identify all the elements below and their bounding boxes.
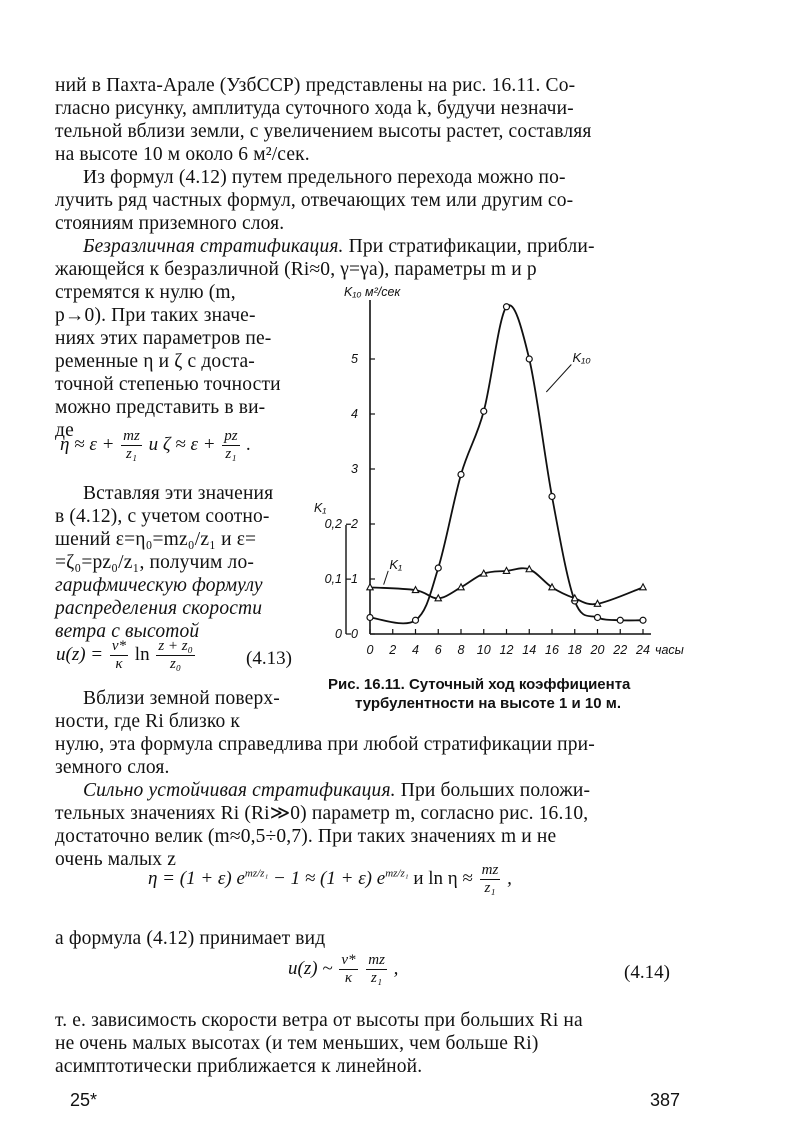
formula-4-14 — [288, 952, 398, 987]
fraction-denominator: κ — [344, 970, 353, 986]
fraction-denominator: z₁ — [225, 446, 237, 462]
x-tick-label: 20 — [590, 643, 605, 657]
formula-part: . — [246, 433, 252, 455]
text-line — [83, 780, 590, 802]
fraction-numerator: v* — [341, 952, 356, 968]
text-line: Вставляя эти значения — [83, 483, 274, 504]
formula-eta-zeta — [60, 428, 251, 463]
text-line: ниях этих параметров пе- — [55, 328, 272, 349]
formula-part: и ln η ≈ — [413, 867, 473, 889]
y-axis-label-k1: K₁ — [314, 501, 327, 516]
data-point-k1 — [640, 584, 646, 590]
data-point-k10 — [504, 304, 510, 310]
data-point-k10 — [595, 615, 601, 621]
equation-number: (4.13) — [246, 648, 292, 669]
section-heading-neutral: Безразличная стратификация. — [83, 236, 344, 257]
text-line: шений ε=η₀=mz₀/z₁ и ε= — [55, 529, 257, 550]
text-line: стояниям приземного слоя. — [55, 213, 285, 234]
figure-caption-line1: Рис. 16.11. Суточный ход коэффициента — [328, 676, 631, 693]
text-line: =ζ₀=pz₀/z₁, получим ло- — [55, 552, 254, 573]
data-point-k10 — [640, 617, 646, 623]
y-tick-label-k1: 0 — [335, 627, 342, 641]
text-line: т. е. зависимость скорости ветра от высоты при больших Ri на — [55, 1010, 583, 1031]
series-label-k10: K₁₀ — [572, 349, 591, 365]
y-tick-label-k1: 0,2 — [324, 517, 342, 532]
text-line: p→0). При таких значе- — [55, 305, 256, 326]
text-line: гласно рисунку, амплитуда суточного хода k, будучи незначи- — [55, 98, 574, 119]
x-tick-label: 14 — [522, 643, 537, 657]
formula-part: η ≈ ε + — [60, 433, 115, 455]
x-tick-label: 12 — [499, 643, 514, 657]
fraction — [222, 428, 239, 463]
formula-part: η = (1 + ε) e — [148, 867, 245, 889]
text-line: Вблизи земной поверх- — [83, 688, 280, 709]
equation-number: (4.14) — [624, 962, 670, 983]
x-tick-label: 10 — [476, 643, 491, 657]
y-tick-label-k10: 3 — [351, 462, 358, 476]
fraction-denominator: z₁ — [484, 880, 496, 896]
series-line-k10 — [370, 305, 643, 623]
x-tick-label: 16 — [545, 643, 559, 657]
exponent: mz/z₁ — [244, 867, 269, 880]
text-line: распределения скорости — [55, 598, 263, 619]
x-tick-label: 0 — [366, 643, 374, 657]
text-line: не очень малых высотах (и тем меньших, чем больше Ri) — [55, 1033, 539, 1054]
formula-part: u(z) ~ — [288, 957, 333, 979]
formula-eta-exp — [148, 862, 512, 897]
figure-caption-line2: турбулентности на высоте 1 и 10 м. — [355, 695, 622, 712]
y-tick-label-k10: 4 — [351, 407, 358, 421]
x-tick-label: 2 — [389, 643, 397, 657]
data-point-k10 — [367, 615, 373, 621]
series-label-k1: K₁ — [389, 557, 403, 573]
fraction — [339, 952, 357, 987]
x-tick-label: 4 — [412, 643, 419, 657]
data-point-k10 — [481, 408, 487, 414]
fraction-numerator: v* — [111, 638, 127, 654]
text-line: ветра с высотой — [55, 621, 200, 642]
formula-part: − 1 ≈ (1 + ε) e — [273, 867, 386, 889]
text-line: а формула (4.12) принимает вид — [55, 928, 326, 949]
fraction-denominator: z₀ — [170, 656, 182, 672]
fraction-numerator: mz — [368, 952, 385, 968]
data-point-k10 — [458, 472, 464, 478]
fraction-denominator: z₁ — [371, 970, 383, 986]
fraction-numerator: pz — [224, 428, 238, 444]
text-line: очень малых z — [55, 849, 177, 870]
text-line: тельной вблизи земли, с увеличением высоты растет, составляя — [55, 121, 592, 142]
y-tick-label-k1: 0,1 — [324, 572, 342, 587]
formula-part: и ζ ≈ ε + — [148, 433, 216, 455]
x-tick-label: 24 — [636, 643, 650, 657]
text-line: стремятся к нулю (m, — [55, 282, 236, 303]
fraction-numerator: z + z₀ — [158, 638, 193, 654]
formula-part: u(z) = — [56, 643, 104, 665]
data-point-k10 — [413, 617, 419, 623]
fraction — [480, 862, 501, 897]
turbulence-chart — [300, 270, 700, 670]
leader-line-k10 — [546, 365, 571, 393]
text-line: точной степенью точности — [55, 374, 281, 395]
formula-4-13 — [56, 638, 197, 673]
x-tick-label: 6 — [434, 643, 442, 657]
y-axis-label-k10: K₁₀ м²/сек — [344, 285, 401, 299]
formula-part: , — [393, 957, 399, 979]
y-tick-label-k10: 2 — [351, 517, 358, 531]
data-point-k10 — [549, 494, 555, 500]
data-point-k10 — [526, 356, 532, 362]
leader-line-k1 — [384, 571, 389, 585]
text-fragment: При больших положи- — [395, 780, 591, 801]
text-line: асимптотически приближается к линейной. — [55, 1056, 423, 1077]
text-line: достаточно велик (m≈0,5÷0,7). При таких значениях m и не — [55, 826, 557, 847]
text-line: ности, где Ri близко к — [55, 711, 240, 732]
text-line: нулю, эта формула справедлива при любой стратификации при- — [55, 734, 595, 755]
section-heading-stable: Сильно устойчивая стратификация. — [83, 780, 396, 801]
fraction — [110, 638, 128, 673]
text-fragment: При стратификации, прибли- — [343, 236, 595, 257]
y-tick-label-k10: 1 — [351, 572, 358, 586]
y-tick-label-k10: 0 — [351, 627, 358, 641]
text-line: можно представить в ви- — [55, 397, 266, 418]
formula-part: , — [507, 867, 512, 889]
fraction-numerator: mz — [481, 862, 499, 878]
text-line: гарифмическую формулу — [55, 575, 263, 596]
text-line: на высоте 10 м около 6 м²/сек. — [55, 144, 310, 165]
fraction-denominator: κ — [115, 656, 123, 672]
text-line: тельных значениях Ri (Ri≫0) параметр m, согласно рис. 16.10, — [55, 803, 589, 824]
text-line: в (4.12), с учетом соотно- — [55, 506, 270, 527]
y-tick-label-k10: 5 — [351, 352, 358, 366]
text-line: ний в Пахта-Арале (УзбССР) представлены на рис. 16.11. Со- — [55, 75, 576, 96]
x-tick-label: 22 — [613, 643, 628, 657]
exponent: mz/z₁ — [385, 867, 409, 880]
text-line: лучить ряд частных формул, отвечающих тем или другим со- — [55, 190, 574, 211]
x-unit-label: часы — [655, 643, 684, 657]
text-line — [83, 236, 595, 258]
fraction — [121, 428, 142, 463]
page-number: 387 — [650, 1090, 681, 1110]
text-line: земного слоя. — [55, 757, 170, 778]
fraction-denominator: z₁ — [125, 446, 138, 462]
footer-left: 25* — [70, 1090, 98, 1110]
text-line: Из формул (4.12) путем предельного перехода можно по- — [83, 167, 566, 188]
fraction-numerator: mz — [123, 428, 140, 444]
x-tick-label: 18 — [567, 643, 582, 657]
formula-part: ln — [134, 643, 150, 665]
fraction — [366, 952, 387, 987]
x-tick-label: 8 — [457, 643, 465, 657]
fraction — [156, 638, 195, 673]
text-line: жающейся к безразличной (Ri≈0, γ=γa), параметры m и p — [55, 259, 537, 280]
text-line: де — [55, 420, 74, 441]
text-line: ременные η и ζ с доста- — [55, 351, 255, 372]
data-point-k10 — [617, 617, 623, 623]
data-point-k10 — [435, 565, 441, 571]
